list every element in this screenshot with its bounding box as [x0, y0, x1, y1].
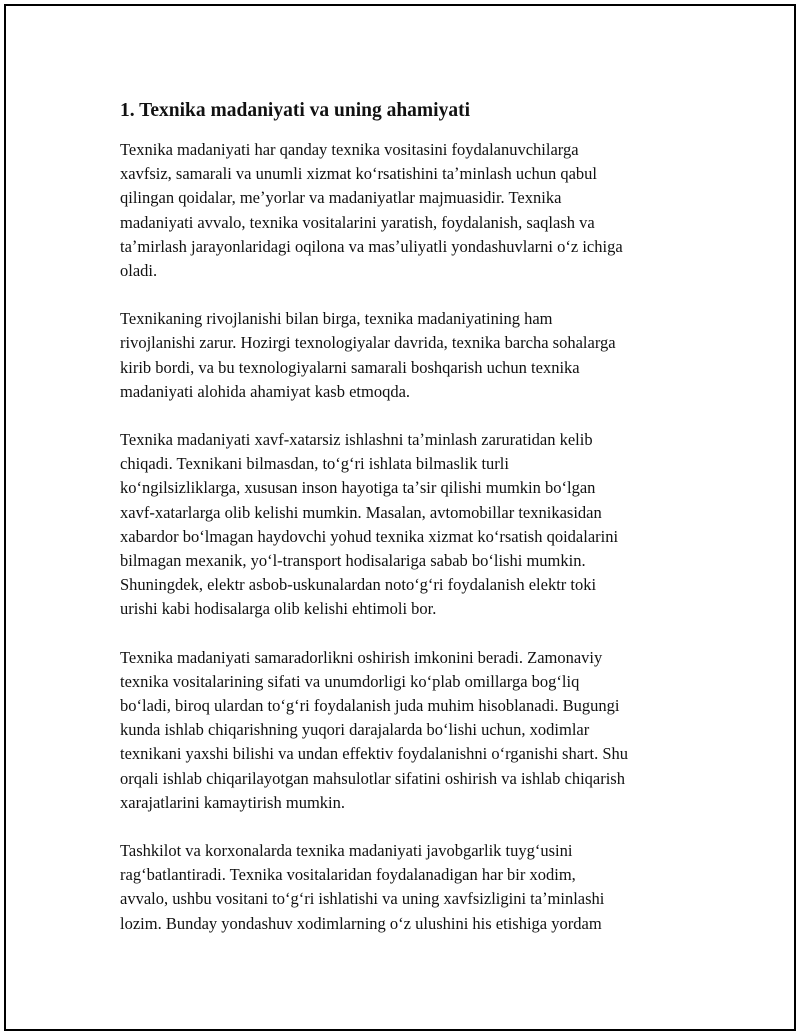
text-line: orqali ishlab chiqarilayotgan mahsulotlar sifatini oshirish va ishlab chiqarish [120, 768, 625, 788]
text-line: xabardor boʻlmagan haydovchi yohud texnika xizmat koʻrsatish qoidalarini [120, 526, 619, 546]
text-line: bilmagan mexanik, yoʻl-transport hodisalariga sabab boʻlishi mumkin. [120, 551, 586, 571]
text-line: Texnika madaniyati har qanday texnika vositasini foydalanuvchilarga [120, 140, 579, 159]
paragraph [120, 646, 690, 815]
text-line: oladi. [120, 261, 158, 281]
document-body [120, 98, 690, 960]
section-heading: 1. Texnika madaniyati va uning ahamiyati [120, 100, 471, 121]
text-line: rivojlanishi zarur. Hozirgi texnologiyalar davrida, texnika barcha sohalarga [120, 333, 616, 353]
text-line: Texnikaning rivojlanishi bilan birga, texnika madaniyatining ham [120, 309, 553, 329]
text-line: texnikani yaxshi bilishi va undan effektiv foydalanishni oʻrganishi shart. Shu [120, 744, 629, 764]
text-line: qilingan qoidalar, meʼyorlar va madaniyatlar majmuasidir. Texnika [120, 188, 562, 208]
text-line: koʻngilsizliklarga, xususan inson hayotiga taʼsir qilishi mumkin boʻlgan [120, 478, 596, 498]
text-line: madaniyati alohida ahamiyat kasb etmoqda. [120, 381, 411, 401]
text-line: Tashkilot va korxonalarda texnika madaniyati javobgarlik tuygʻusini [120, 841, 573, 861]
text-line: kunda ishlab chiqarishning yuqori darajalarda boʻlishi uchun, xodimlar [120, 720, 590, 740]
text-line: boʻladi, biroq ulardan toʻgʻri foydalanish juda muhim hisoblanadi. Bugungi [120, 696, 620, 716]
paragraph [120, 307, 690, 404]
text-line: lozim. Bunday yondashuv xodimlarning oʻz ulushini his etishiga yordam [120, 913, 602, 933]
text-line: kirib bordi, va bu texnologiyalarni samarali boshqarish uchun texnika [120, 357, 580, 377]
text-line: madaniyati avvalo, texnika vositalarini yaratish, foydalanish, saqlash va [120, 212, 595, 232]
text-line: xavfsiz, samarali va unumli xizmat koʻrsatishini taʼminlash uchun qabul [120, 164, 598, 184]
text-line: avvalo, ushbu vositani toʻgʻri ishlatishi va uning xavfsizligini taʼminlashi [120, 889, 605, 909]
paragraph [120, 428, 690, 622]
text-line: xavf-xatarlarga olib kelishi mumkin. Masalan, avtomobillar texnikasidan [120, 502, 602, 522]
text-line: Texnika madaniyati samaradorlikni oshirish imkonini beradi. Zamonaviy [120, 647, 603, 667]
paragraph-list [120, 138, 690, 936]
text-line: urishi kabi hodisalarga olib kelishi ehtimoli bor. [120, 599, 437, 619]
text-line: taʼmirlash jarayonlaridagi oqilona va masʼuliyatli yondashuvlarni oʻz ichiga [120, 236, 623, 256]
paragraph [120, 138, 690, 283]
paragraph [120, 839, 690, 936]
text-line: ragʻbatlantiradi. Texnika vositalaridan foydalanadigan har bir xodim, [120, 865, 576, 885]
text-line: xarajatlarini kamaytirish mumkin. [120, 792, 345, 812]
text-line: chiqadi. Texnikani bilmasdan, toʻgʻri ishlata bilmaslik turli [120, 454, 509, 474]
page-frame [4, 4, 796, 1031]
text-line: Texnika madaniyati xavf-xatarsiz ishlashni taʼminlash zaruratidan kelib [120, 430, 593, 450]
text-line: texnika vositalarining sifati va unumdorligi koʻplab omillarga bogʻliq [120, 671, 580, 691]
text-line: Shuningdek, elektr asbob-uskunalardan notoʻgʻri foydalanish elektr toki [120, 575, 597, 595]
